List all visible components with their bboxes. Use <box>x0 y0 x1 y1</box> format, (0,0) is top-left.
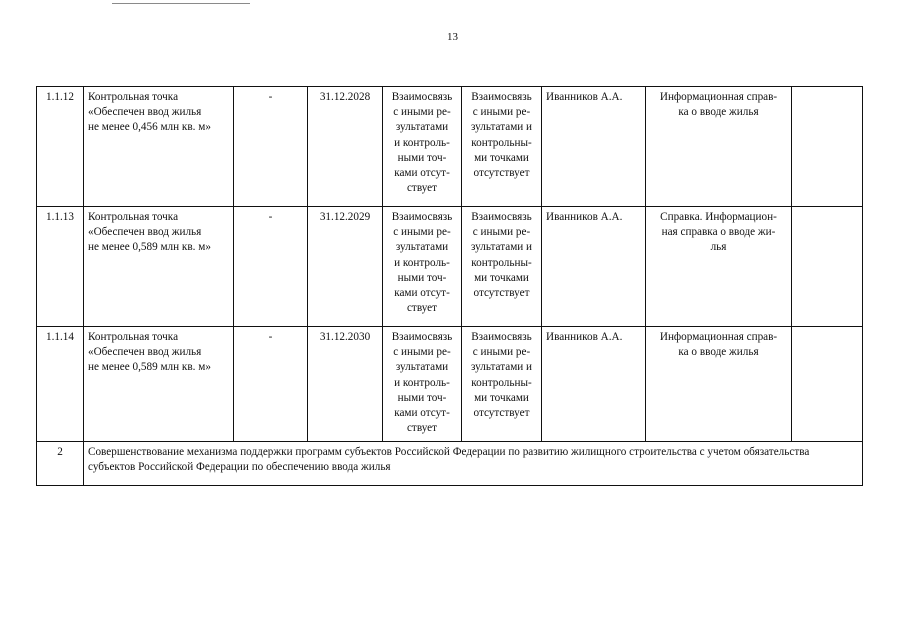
relation-results-line: с иными ре- <box>393 106 451 119</box>
relation-control-points-line: Взаимосвязь <box>471 331 532 343</box>
relation-results-line: зультатами <box>395 121 449 134</box>
relation-results-line: ствует <box>406 302 438 315</box>
end-date: 31.12.2029 <box>308 207 383 327</box>
relation-results-line: Взаимосвязь <box>391 331 453 343</box>
control-point-name <box>84 327 234 442</box>
control-point-name-line: «Обеспечен ввод жилья <box>88 226 202 239</box>
relation-control-points-line: отсутствует <box>473 287 530 300</box>
confirming-document-line: лья <box>710 241 727 254</box>
section-title: Совершенствование механизма поддержки программ субъектов Российской Федерации по развитию жилищного строительства с учетом обязательства субъектов Российской Федерации по обеспечению ввода жилья <box>84 442 863 486</box>
row-number: 1.1.12 <box>37 87 84 207</box>
responsible-person: Иванников А.А. <box>542 207 646 327</box>
table-body <box>37 87 863 486</box>
empty-cell <box>792 327 863 442</box>
relation-results-line: ствует <box>406 182 438 195</box>
responsible-person: Иванников А.А. <box>542 327 646 442</box>
relation-results-line: с иными ре- <box>393 226 451 239</box>
relation-results-line: Взаимосвязь <box>391 91 453 103</box>
relation-results-line: и контроль- <box>394 136 450 149</box>
relation-control-points-line: ми точками <box>474 391 529 404</box>
confirming-document-line: ка о вводе жилья <box>678 106 759 119</box>
relation-control-points-line: с иными ре- <box>472 346 531 359</box>
empty-cell <box>792 87 863 207</box>
control-point-name-line: Контрольная точка <box>88 211 179 223</box>
control-point-name-line: «Обеспечен ввод жилья <box>88 106 202 119</box>
relation-results-line: ками отсут- <box>394 287 450 300</box>
confirming-document-line: Информационная справ- <box>659 91 778 103</box>
table-row <box>37 87 863 207</box>
relation-control-points-line: с иными ре- <box>472 106 531 119</box>
table-row <box>37 207 863 327</box>
section-row <box>37 442 863 486</box>
relation-results <box>383 327 462 442</box>
confirming-document-line: ка о вводе жилья <box>678 346 759 359</box>
relation-control-points-line: отсутствует <box>473 407 530 420</box>
relation-control-points-line: зультатами и <box>470 121 533 134</box>
start-date: - <box>234 207 308 327</box>
relation-control-points-line: контрольны- <box>471 136 532 149</box>
control-point-name <box>84 87 234 207</box>
relation-results-line: ными точ- <box>397 151 447 164</box>
control-point-name <box>84 207 234 327</box>
relation-control-points <box>462 87 542 207</box>
control-point-name-line: не менее 0,589 млн кв. м» <box>88 361 211 374</box>
responsible-person: Иванников А.А. <box>542 87 646 207</box>
relation-results-line: и контроль- <box>394 256 450 269</box>
relation-control-points-line: с иными ре- <box>472 226 531 239</box>
confirming-document <box>646 207 792 327</box>
confirming-document-line: ная справка о вводе жи- <box>661 226 776 239</box>
relation-results-line: Взаимосвязь <box>391 211 453 223</box>
scan-artifact-line <box>112 3 250 4</box>
end-date: 31.12.2028 <box>308 87 383 207</box>
relation-results-line: ками отсут- <box>394 167 450 180</box>
relation-control-points <box>462 327 542 442</box>
relation-control-points-line: контрольны- <box>471 376 532 389</box>
confirming-document <box>646 87 792 207</box>
row-number: 1.1.13 <box>37 207 84 327</box>
control-point-name-line: Контрольная точка <box>88 91 179 103</box>
relation-results <box>383 87 462 207</box>
relation-control-points-line: ми точками <box>474 271 529 284</box>
relation-control-points-line: контрольны- <box>471 256 532 269</box>
control-point-name-line: Контрольная точка <box>88 331 179 343</box>
relation-results-line: зультатами <box>395 361 449 374</box>
control-point-name-line: не менее 0,589 млн кв. м» <box>88 241 211 254</box>
page-number: 13 <box>447 31 458 43</box>
confirming-document-line: Информационная справ- <box>659 331 778 343</box>
relation-results-line: с иными ре- <box>393 346 451 359</box>
relation-control-points-line: зультатами и <box>470 241 533 254</box>
relation-results-line: и контроль- <box>394 376 450 389</box>
empty-cell <box>792 207 863 327</box>
relation-control-points <box>462 207 542 327</box>
relation-results-line: ками отсут- <box>394 407 450 420</box>
relation-results-line: зультатами <box>395 241 449 254</box>
section-number: 2 <box>37 442 84 486</box>
end-date: 31.12.2030 <box>308 327 383 442</box>
start-date: - <box>234 87 308 207</box>
confirming-document-line: Справка. Информацион- <box>660 211 777 223</box>
relation-results-line: ствует <box>406 422 438 435</box>
confirming-document <box>646 327 792 442</box>
table-row <box>37 327 863 442</box>
start-date: - <box>234 327 308 442</box>
relation-results <box>383 207 462 327</box>
relation-control-points-line: Взаимосвязь <box>471 91 532 103</box>
plan-table <box>36 86 863 486</box>
relation-control-points-line: отсутствует <box>473 167 530 180</box>
relation-control-points-line: ми точками <box>474 151 529 164</box>
control-point-name-line: «Обеспечен ввод жилья <box>88 346 202 359</box>
relation-results-line: ными точ- <box>397 391 447 404</box>
row-number: 1.1.14 <box>37 327 84 442</box>
relation-results-line: ными точ- <box>397 271 447 284</box>
relation-control-points-line: Взаимосвязь <box>471 211 532 223</box>
relation-control-points-line: зультатами и <box>470 361 533 374</box>
control-point-name-line: не менее 0,456 млн кв. м» <box>88 121 211 134</box>
